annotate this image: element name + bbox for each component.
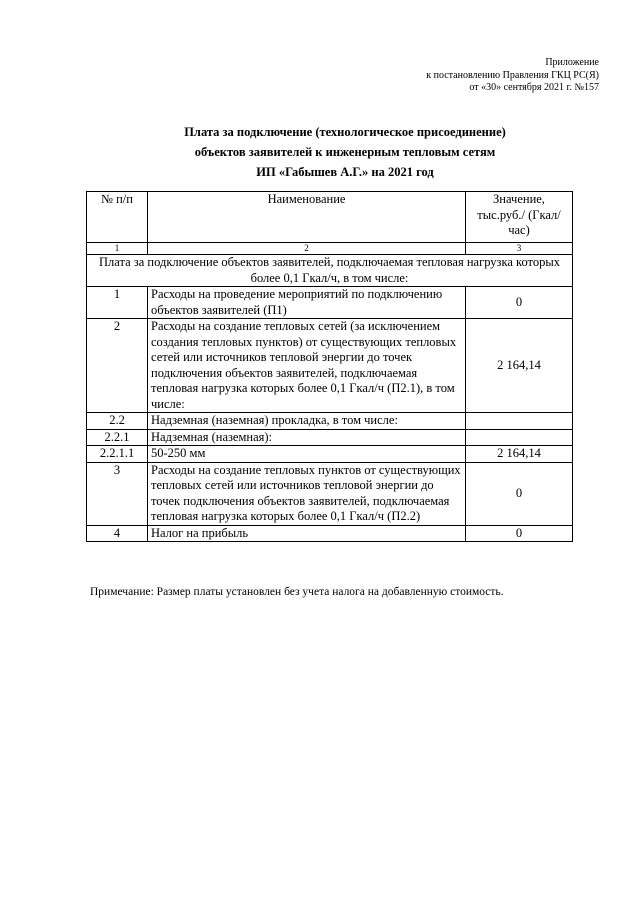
- row-name: Расходы на проведение мероприятий по подключению объектов заявителей (П1): [148, 287, 466, 319]
- row-number: 2: [87, 319, 148, 413]
- header-name: Наименование: [148, 192, 466, 243]
- row-value: [466, 429, 573, 446]
- appendix-line-2: к постановлению Правления ГКЦ РС(Я): [426, 69, 599, 81]
- row-number: 2.2: [87, 413, 148, 430]
- row-name: Расходы на создание тепловых пунктов от существующих тепловых сетей или источников тепловой энергии до точек подключения объектов заявителей, подключаемая тепловая нагрузка которых более 0,1 Гкал/ч (П2.2): [148, 462, 466, 525]
- row-name: Расходы на создание тепловых сетей (за исключением создания тепловых пунктов) от существующих тепловых сетей или источников тепловой энергии до точек подключения объектов заявителей, подключаемая тепловая нагрузка которых более 0,1 Гкал/ч (П2.1), в том числе:: [148, 319, 466, 413]
- section-title-row: [87, 255, 573, 287]
- row-name: Налог на прибыль: [148, 525, 466, 542]
- table-row: [87, 319, 573, 413]
- table-row: [87, 413, 573, 430]
- header-number: № п/п: [87, 192, 148, 243]
- table-row: [87, 287, 573, 319]
- column-number-3: 3: [466, 243, 573, 255]
- row-number: 2.2.1: [87, 429, 148, 446]
- table-row: [87, 429, 573, 446]
- row-number: 1: [87, 287, 148, 319]
- row-number: 3: [87, 462, 148, 525]
- row-name: Надземная (наземная) прокладка, в том числе:: [148, 413, 466, 430]
- column-number-row: [87, 243, 573, 255]
- row-value: 0: [466, 462, 573, 525]
- row-value: 0: [466, 525, 573, 542]
- appendix-line-3: от «30» сентября 2021 г. №157: [469, 82, 599, 93]
- fee-table: [86, 191, 573, 542]
- row-value: 0: [466, 287, 573, 319]
- table-row: [87, 525, 573, 542]
- column-number-1: 1: [87, 243, 148, 255]
- row-value: 2 164,14: [466, 446, 573, 463]
- row-number: 4: [87, 525, 148, 542]
- table-header-row: [87, 192, 573, 243]
- table-row: [87, 446, 573, 463]
- table-row: [87, 462, 573, 525]
- section-title: Плата за подключение объектов заявителей, подключаемая тепловая нагрузка которых более 0,1 Гкал/ч, в том числе:: [87, 255, 573, 287]
- row-value: [466, 413, 573, 430]
- row-name: 50-250 мм: [148, 446, 466, 463]
- title-line-3: ИП «Габышев А.Г.» на 2021 год: [256, 165, 434, 179]
- column-number-2: 2: [148, 243, 466, 255]
- document-title: [0, 122, 640, 182]
- row-value: 2 164,14: [466, 319, 573, 413]
- row-name: Надземная (наземная):: [148, 429, 466, 446]
- header-value: Значение, тыс.руб./ (Гкал/час): [466, 192, 573, 243]
- footnote: Примечание: Размер платы установлен без учета налога на добавленную стоимость.: [90, 586, 504, 598]
- title-line-2: объектов заявителей к инженерным тепловым сетям: [194, 145, 496, 159]
- appendix-reference: [299, 57, 599, 95]
- title-line-1: Плата за подключение (технологическое присоединение): [184, 125, 506, 139]
- row-number: 2.2.1.1: [87, 446, 148, 463]
- appendix-line-1: Приложение: [545, 57, 599, 68]
